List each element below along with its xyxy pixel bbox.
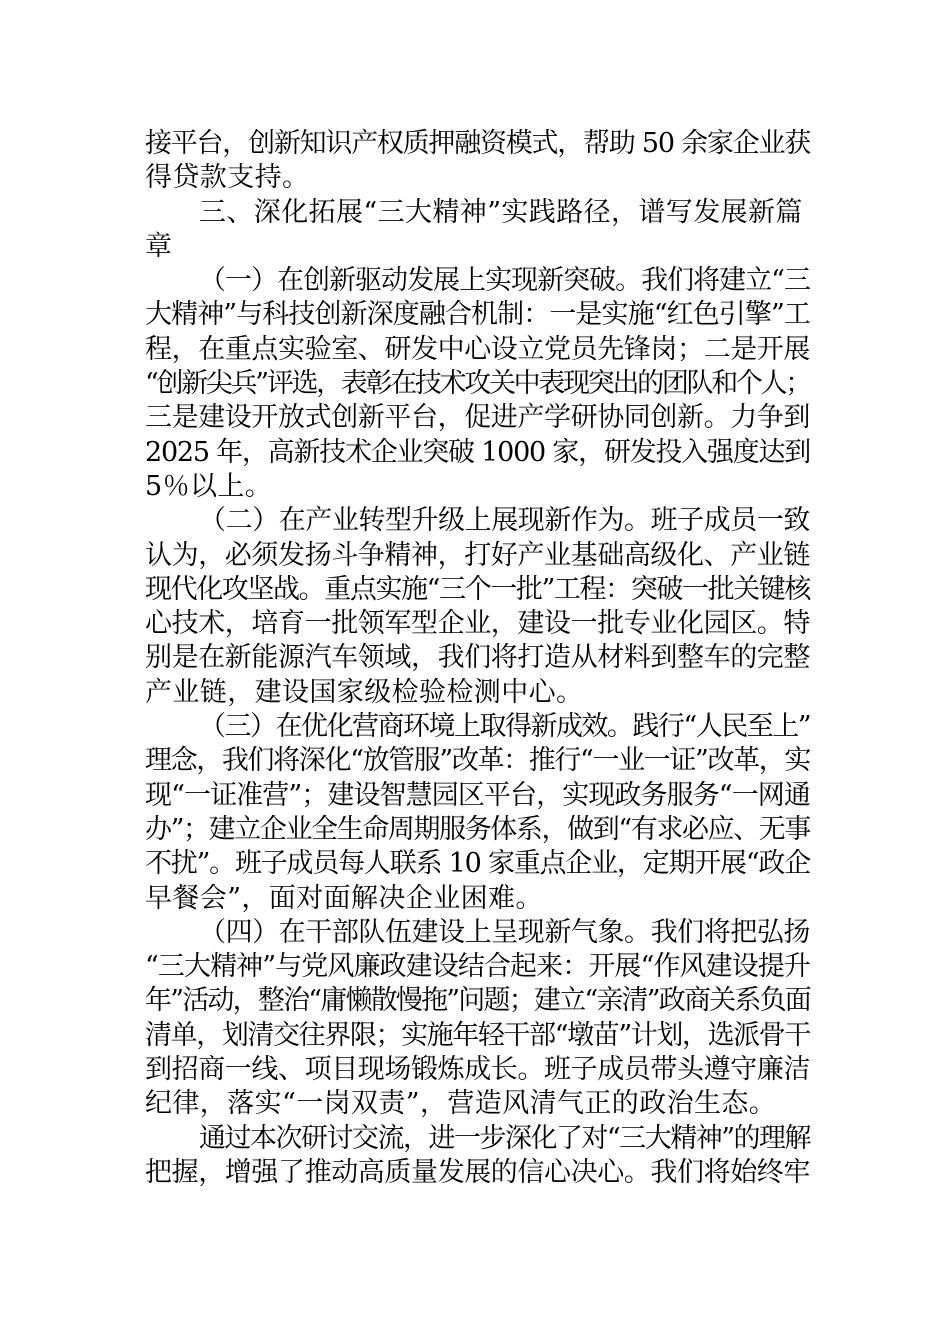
text-line: 三是建设开放式创新平台，促进产学研协同创新。力争到 [145, 402, 810, 434]
text-line: 早餐会”，面对面解决企业困难。 [145, 882, 543, 914]
text-line: 5％以上。 [145, 470, 273, 502]
text-line: 不扰”。班子成员每人联系 10 家重点企业，定期开展“政企 [145, 848, 810, 880]
text-line: 现“一证准营”；建设智慧园区平台，实现政务服务“一网通 [145, 779, 810, 811]
text-line: 现代化攻坚战。重点实施“三个一批”工程：突破一批关键核 [145, 573, 810, 605]
text-line: （一）在创新驱动发展上实现新突破。我们将建立“三 [199, 265, 810, 297]
document-body [145, 127, 810, 1190]
text-line: 得贷款支持。 [145, 162, 310, 194]
text-line: 认为，必须发扬斗争精神，打好产业基础高级化、产业链 [145, 539, 810, 571]
text-line: 年”活动，整治“庸懒散慢拖”问题；建立“亲清”政商关系负面 [145, 985, 810, 1017]
text-line: 别是在新能源汽车领域，我们将打造从材料到整车的完整 [145, 642, 810, 674]
text-line: 三、深化拓展“三大精神”实践路径，谱写发展新篇 [199, 196, 803, 228]
text-line: 产业链，建设国家级检验检测中心。 [145, 676, 584, 708]
text-line: 程，在重点实验室、研发中心设立党员先锋岗；二是开展 [145, 333, 810, 365]
text-line: （二）在产业转型升级上展现新作为。班子成员一致 [199, 505, 810, 537]
text-line: “创新尖兵”评选，表彰在技术攻关中表现突出的团队和个人； [145, 368, 810, 400]
text-line: （三）在优化营商环境上取得新成效。践行“人民至上” [199, 711, 810, 743]
text-line: （四）在干部队伍建设上呈现新气象。我们将把弘扬 [199, 916, 810, 948]
text-line: 章 [145, 230, 173, 262]
text-line: 清单，划清交往界限；实施年轻干部“墩苗”计划，选派骨干 [145, 1019, 810, 1051]
text-line: 把握，增强了推动高质量发展的信心决心。我们将始终牢 [145, 1156, 810, 1188]
text-line: 大精神”与科技创新深度融合机制：一是实施“红色引擎”工 [145, 299, 810, 331]
text-line: 2025 年，高新技术企业突破 1000 家，研发投入强度达到 [145, 436, 810, 468]
text-line: 纪律，落实“一岗双责”，营造风清气正的政治生态。 [145, 1088, 777, 1120]
text-line: “三大精神”与党风廉政建设结合起来：开展“作风建设提升 [145, 951, 810, 983]
text-line: 通过本次研讨交流，进一步深化了对“三大精神”的理解 [199, 1122, 810, 1154]
text-line: 理念，我们将深化“放管服”改革：推行“一业一证”改革，实 [145, 745, 810, 777]
text-line: 心技术，培育一批领军型企业，建设一批专业化园区。特 [145, 608, 810, 640]
text-line: 到招商一线、项目现场锻炼成长。班子成员带头遵守廉洁 [145, 1054, 810, 1086]
text-line: 接平台，创新知识产权质押融资模式，帮助 50 余家企业获 [145, 128, 810, 159]
text-line: 办”；建立企业全生命周期服务体系，做到“有求必应、无事 [145, 813, 810, 845]
